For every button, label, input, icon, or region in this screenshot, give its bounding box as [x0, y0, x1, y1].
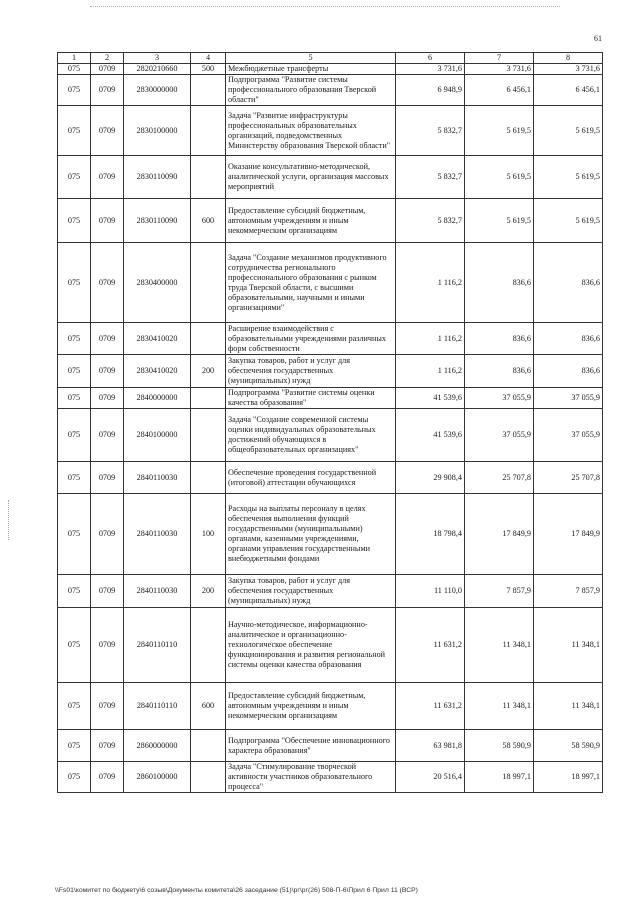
cell-target-code: 2840110030 [124, 494, 191, 575]
cell-admin-code: 075 [58, 762, 91, 793]
cell-expense-type [191, 730, 226, 762]
cell-expense-type [191, 106, 226, 156]
cell-admin-code: 075 [58, 199, 91, 243]
cell-expense-type: 600 [191, 683, 226, 730]
cell-amount-col6: 11 110,0 [396, 575, 465, 608]
cell-target-code: 2820210660 [124, 64, 191, 75]
cell-item-name: Оказание консультативно-методической, аналитической услуги, организация массовых мероприятий [226, 156, 396, 199]
cell-amount-col8: 3 731,6 [534, 64, 603, 75]
table-header-row [58, 53, 603, 64]
cell-amount-col8: 5 619,5 [534, 199, 603, 243]
cell-amount-col7: 37 055,9 [465, 409, 534, 462]
cell-item-name: Межбюджетные трансферты [226, 64, 396, 75]
cell-amount-col7: 5 619,5 [465, 199, 534, 243]
cell-amount-col6: 1 116,2 [396, 355, 465, 388]
cell-admin-code: 075 [58, 355, 91, 388]
cell-amount-col6: 41 539,6 [396, 388, 465, 409]
cell-target-code: 2860100000 [124, 762, 191, 793]
cell-item-name: Задача "Создание современной системы оценки индивидуальных образовательных достижений обучающихся в общеобразовательных организациях" [226, 409, 396, 462]
cell-target-code: 2840110110 [124, 608, 191, 683]
cell-amount-col8: 25 707,8 [534, 462, 603, 494]
scan-artifact-line [90, 6, 560, 8]
cell-amount-col8: 836,6 [534, 243, 603, 323]
cell-amount-col6: 20 516,4 [396, 762, 465, 793]
cell-amount-col7: 5 619,5 [465, 106, 534, 156]
cell-admin-code: 075 [58, 64, 91, 75]
column-header: 8 [534, 53, 603, 64]
cell-expense-type [191, 388, 226, 409]
cell-section-code: 0709 [91, 355, 124, 388]
scan-margin-marks [8, 500, 10, 540]
cell-expense-type: 600 [191, 199, 226, 243]
cell-item-name: Подпрограмма "Обеспечение инновационного характера образования" [226, 730, 396, 762]
cell-amount-col7: 58 590,9 [465, 730, 534, 762]
cell-amount-col7: 17 849,9 [465, 494, 534, 575]
column-header: 4 [191, 53, 226, 64]
cell-target-code: 2840110030 [124, 462, 191, 494]
cell-amount-col6: 5 832,7 [396, 106, 465, 156]
cell-amount-col7: 3 731,6 [465, 64, 534, 75]
cell-section-code: 0709 [91, 409, 124, 462]
cell-section-code: 0709 [91, 462, 124, 494]
cell-item-name: Расходы на выплаты персоналу в целях обеспечения выполнения функций государственными (муниципальными) органами, казенными учреждениями, органами управления государственными внебюджетными фондами [226, 494, 396, 575]
cell-expense-type: 200 [191, 575, 226, 608]
cell-amount-col8: 37 055,9 [534, 409, 603, 462]
cell-amount-col7: 6 456,1 [465, 75, 534, 106]
cell-admin-code: 075 [58, 156, 91, 199]
cell-target-code: 2840000000 [124, 388, 191, 409]
column-header: 3 [124, 53, 191, 64]
cell-amount-col8: 6 456,1 [534, 75, 603, 106]
cell-expense-type [191, 762, 226, 793]
cell-section-code: 0709 [91, 106, 124, 156]
table-row [58, 494, 603, 575]
table-row [58, 355, 603, 388]
cell-amount-col7: 5 619,5 [465, 156, 534, 199]
cell-expense-type [191, 156, 226, 199]
table-row [58, 762, 603, 793]
cell-item-name: Задача "Стимулирование творческой активности участников образовательного процесса" [226, 762, 396, 793]
table-row [58, 608, 603, 683]
cell-admin-code: 075 [58, 462, 91, 494]
table-row [58, 64, 603, 75]
cell-amount-col8: 7 857,9 [534, 575, 603, 608]
cell-admin-code: 075 [58, 575, 91, 608]
cell-section-code: 0709 [91, 323, 124, 355]
cell-admin-code: 075 [58, 730, 91, 762]
cell-target-code: 2840110110 [124, 683, 191, 730]
cell-amount-col6: 11 631,2 [396, 608, 465, 683]
cell-target-code: 2830410020 [124, 323, 191, 355]
cell-amount-col6: 63 981,8 [396, 730, 465, 762]
cell-section-code: 0709 [91, 683, 124, 730]
cell-amount-col7: 836,6 [465, 355, 534, 388]
page-number: 61 [594, 34, 602, 43]
table-row [58, 462, 603, 494]
cell-expense-type [191, 462, 226, 494]
cell-admin-code: 075 [58, 106, 91, 156]
cell-expense-type [191, 608, 226, 683]
cell-target-code: 2840110030 [124, 575, 191, 608]
cell-admin-code: 075 [58, 494, 91, 575]
cell-section-code: 0709 [91, 608, 124, 683]
cell-section-code: 0709 [91, 762, 124, 793]
cell-target-code: 2840100000 [124, 409, 191, 462]
cell-target-code: 2830110090 [124, 156, 191, 199]
table-row [58, 575, 603, 608]
table-row [58, 388, 603, 409]
cell-expense-type [191, 323, 226, 355]
cell-amount-col6: 5 832,7 [396, 156, 465, 199]
budget-table [57, 52, 603, 793]
cell-target-code: 2830110090 [124, 199, 191, 243]
table-row [58, 199, 603, 243]
table-row [58, 683, 603, 730]
cell-section-code: 0709 [91, 64, 124, 75]
file-path-footer: \\Fs01\комитет по бюджету\6 созыв\Документы комитета\26 заседание (51)\рг\рг(26) 508-П-6\Прил 6 Прил 11 (ВСР) [55, 887, 418, 894]
cell-expense-type [191, 75, 226, 106]
cell-item-name: Обеспечение проведения государственной (итоговой) аттестации обучающихся [226, 462, 396, 494]
cell-amount-col8: 5 619,5 [534, 106, 603, 156]
cell-item-name: Задача "Создание механизмов продуктивного сотрудничества регионального профессионального образования с рынком труда Тверской области, с высшими образовательными, научными и иными организациями" [226, 243, 396, 323]
cell-amount-col6: 1 116,2 [396, 323, 465, 355]
cell-amount-col7: 11 348,1 [465, 683, 534, 730]
table-row [58, 243, 603, 323]
table-row [58, 75, 603, 106]
column-header: 6 [396, 53, 465, 64]
cell-expense-type [191, 409, 226, 462]
cell-expense-type [191, 243, 226, 323]
cell-section-code: 0709 [91, 243, 124, 323]
cell-section-code: 0709 [91, 199, 124, 243]
cell-section-code: 0709 [91, 75, 124, 106]
column-header: 5 [226, 53, 396, 64]
table-row [58, 156, 603, 199]
cell-item-name: Закупка товаров, работ и услуг для обеспечения государственных (муниципальных) нужд [226, 575, 396, 608]
cell-item-name: Задача "Развитие инфраструктуры профессиональных образовательных организаций, подведомственных Министерству образования Тверской области" [226, 106, 396, 156]
cell-section-code: 0709 [91, 156, 124, 199]
cell-target-code: 2830100000 [124, 106, 191, 156]
cell-amount-col6: 5 832,7 [396, 199, 465, 243]
cell-item-name: Предоставление субсидий бюджетным, автономным учреждениям и иным некоммерческим организациям [226, 199, 396, 243]
cell-expense-type: 200 [191, 355, 226, 388]
cell-amount-col7: 7 857,9 [465, 575, 534, 608]
cell-target-code: 2830410020 [124, 355, 191, 388]
cell-target-code: 2830400000 [124, 243, 191, 323]
cell-expense-type: 500 [191, 64, 226, 75]
cell-amount-col7: 25 707,8 [465, 462, 534, 494]
cell-admin-code: 075 [58, 388, 91, 409]
cell-item-name: Подпрограмма "Развитие системы оценки качества образования" [226, 388, 396, 409]
cell-section-code: 0709 [91, 494, 124, 575]
column-header: 1 [58, 53, 91, 64]
cell-target-code: 2830000000 [124, 75, 191, 106]
cell-amount-col6: 1 116,2 [396, 243, 465, 323]
cell-amount-col8: 11 348,1 [534, 683, 603, 730]
cell-amount-col6: 6 948,9 [396, 75, 465, 106]
cell-admin-code: 075 [58, 75, 91, 106]
cell-admin-code: 075 [58, 608, 91, 683]
cell-amount-col8: 5 619,5 [534, 156, 603, 199]
cell-amount-col6: 41 539,6 [396, 409, 465, 462]
cell-amount-col7: 836,6 [465, 323, 534, 355]
cell-amount-col7: 18 997,1 [465, 762, 534, 793]
cell-section-code: 0709 [91, 575, 124, 608]
cell-amount-col8: 836,6 [534, 355, 603, 388]
table-row [58, 106, 603, 156]
cell-amount-col6: 3 731,6 [396, 64, 465, 75]
cell-admin-code: 075 [58, 243, 91, 323]
cell-target-code: 2860000000 [124, 730, 191, 762]
cell-amount-col8: 836,6 [534, 323, 603, 355]
table-row [58, 323, 603, 355]
cell-item-name: Предоставление субсидий бюджетным, автономным учреждениям и иным некоммерческим организациям [226, 683, 396, 730]
cell-admin-code: 075 [58, 323, 91, 355]
column-header: 2 [91, 53, 124, 64]
cell-amount-col8: 17 849,9 [534, 494, 603, 575]
cell-expense-type: 100 [191, 494, 226, 575]
cell-amount-col8: 37 055,9 [534, 388, 603, 409]
cell-amount-col6: 29 908,4 [396, 462, 465, 494]
cell-item-name: Расширение взаимодействия с образовательными учреждениями различных форм собственности [226, 323, 396, 355]
cell-amount-col7: 37 055,9 [465, 388, 534, 409]
cell-item-name: Закупка товаров, работ и услуг для обеспечения государственных (муниципальных) нужд [226, 355, 396, 388]
column-header: 7 [465, 53, 534, 64]
cell-amount-col7: 836,6 [465, 243, 534, 323]
cell-amount-col6: 18 798,4 [396, 494, 465, 575]
cell-section-code: 0709 [91, 730, 124, 762]
cell-section-code: 0709 [91, 388, 124, 409]
cell-amount-col6: 11 631,2 [396, 683, 465, 730]
cell-amount-col8: 11 348,1 [534, 608, 603, 683]
cell-amount-col7: 11 348,1 [465, 608, 534, 683]
cell-item-name: Научно-методическое, информационно-аналитическое и организационно-технологическое обеспечение функционирования и развития региональной системы оценки качества образования [226, 608, 396, 683]
cell-admin-code: 075 [58, 409, 91, 462]
table-row [58, 730, 603, 762]
cell-admin-code: 075 [58, 683, 91, 730]
cell-item-name: Подпрограмма "Развитие системы профессионального образования Тверской области" [226, 75, 396, 106]
cell-amount-col8: 58 590,9 [534, 730, 603, 762]
table-row [58, 409, 603, 462]
cell-amount-col8: 18 997,1 [534, 762, 603, 793]
